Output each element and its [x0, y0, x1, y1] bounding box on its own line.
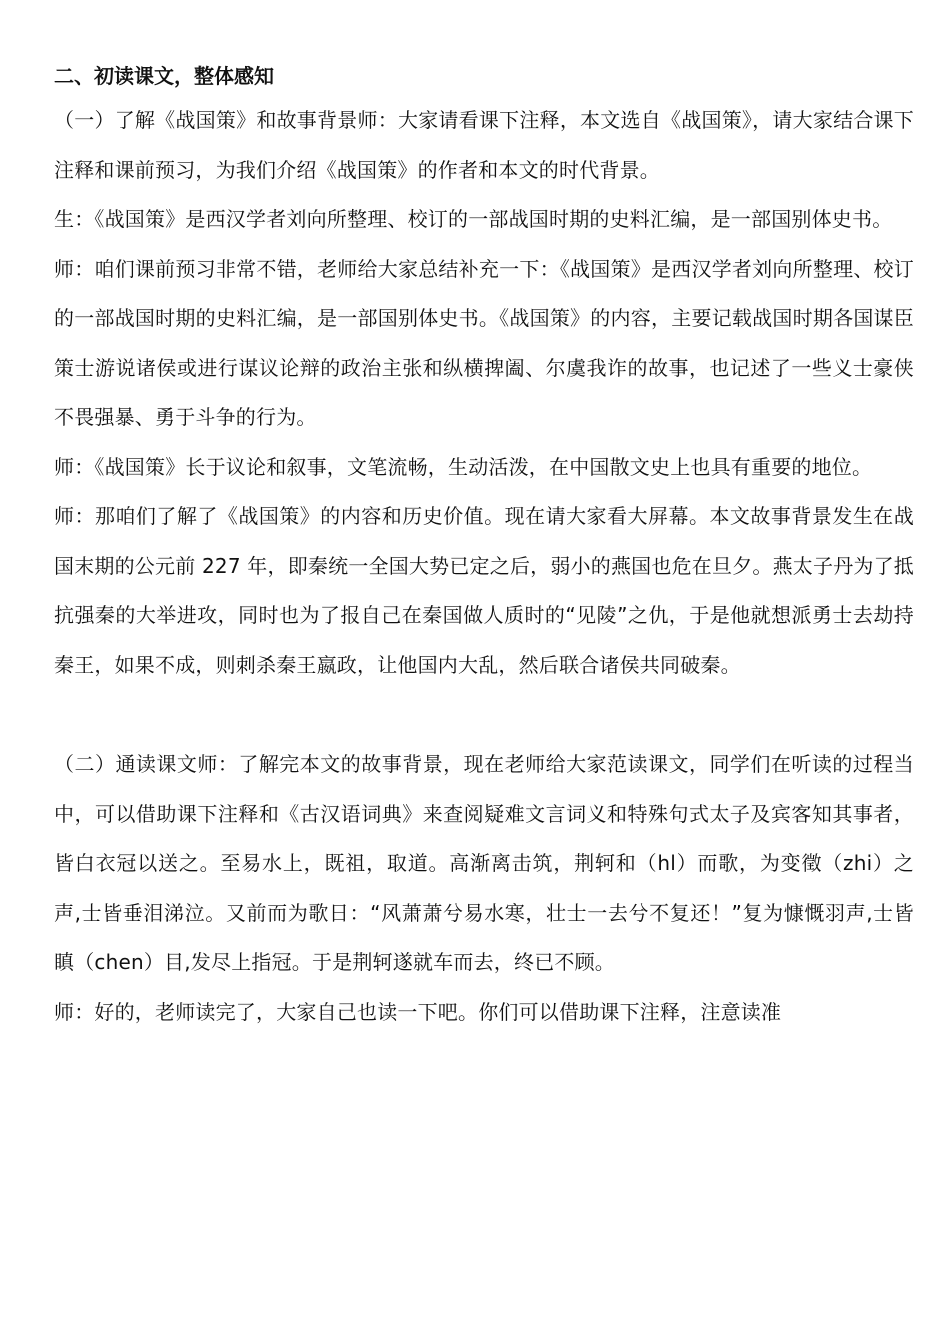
paragraph-gap: [54, 690, 914, 740]
paragraph-reading-text: （二）通读课文师：了解完本文的故事背景，现在老师给大家范读课文，同学们在听读的过程当中，可以借助课下注释和《古汉语词典》来查阅疑难文言词义和特殊句式太子及宾客知其事者，皆白衣冠以送之。至易水上，既祖，取道。高渐离击筑，荆轲和（hl）而歌，为变徵（zhi）之声,士皆垂泪涕泣。又前而为歌日：“风萧萧兮易水寒，壮士一去兮不复还！”复为慷慨羽声,士皆瞋（chen）目,发尽上指冠。于是荆轲遂就车而去，终已不顾。: [54, 752, 914, 974]
section-heading: 二、初读课文，整体感知: [54, 64, 274, 88]
paragraph-background-intro: （一）了解《战国策》和故事背景师：大家请看课下注释，本文选自《战国策》，请大家结合课下注释和课前预习，为我们介绍《战国策》的作者和本文的时代背景。: [54, 108, 914, 182]
paragraph-story-background: 师：那咱们了解了《战国策》的内容和历史价值。现在请大家看大屏幕。本文故事背景发生在战国末期的公元前 227 年，即秦统一全国大势已定之后，弱小的燕国也危在旦夕。燕太子丹为了抵抗强秦的大举进攻，同时也为了报自己在秦国做人质时的“见陵”之仇，于是他就想派勇士去劫持秦王，如果不成，则刺杀秦王嬴政，让他国内大乱，然后联合诸侯共同破秦。: [54, 504, 914, 677]
document-page: [54, 56, 914, 1037]
paragraph-student-answer: 生：《战国策》是西汉学者刘向所整理、校订的一部战国时期的史料汇编，是一部国别体史书。: [54, 207, 893, 231]
paragraph-teacher-summary: 师：咱们课前预习非常不错，老师给大家总结补充一下：《战国策》是西汉学者刘向所整理、校订的一部战国时期的史料汇编，是一部国别体史书。《战国策》的内容，主要记载战国时期各国谋臣策士游说诸侯或进行谋议论辩的政治主张和纵横捭阖、尔虞我诈的故事，也记述了一些义士豪侠不畏强暴、勇于斗争的行为。: [54, 256, 914, 429]
paragraph-teacher-instruction: 师：好的，老师读完了，大家自己也读一下吧。你们可以借助课下注释，注意读准: [54, 999, 782, 1024]
paragraph-teacher-value: 师：《战国策》长于议论和叙事，文笔流畅，生动活泼，在中国散文史上也具有重要的地位。: [54, 454, 873, 479]
